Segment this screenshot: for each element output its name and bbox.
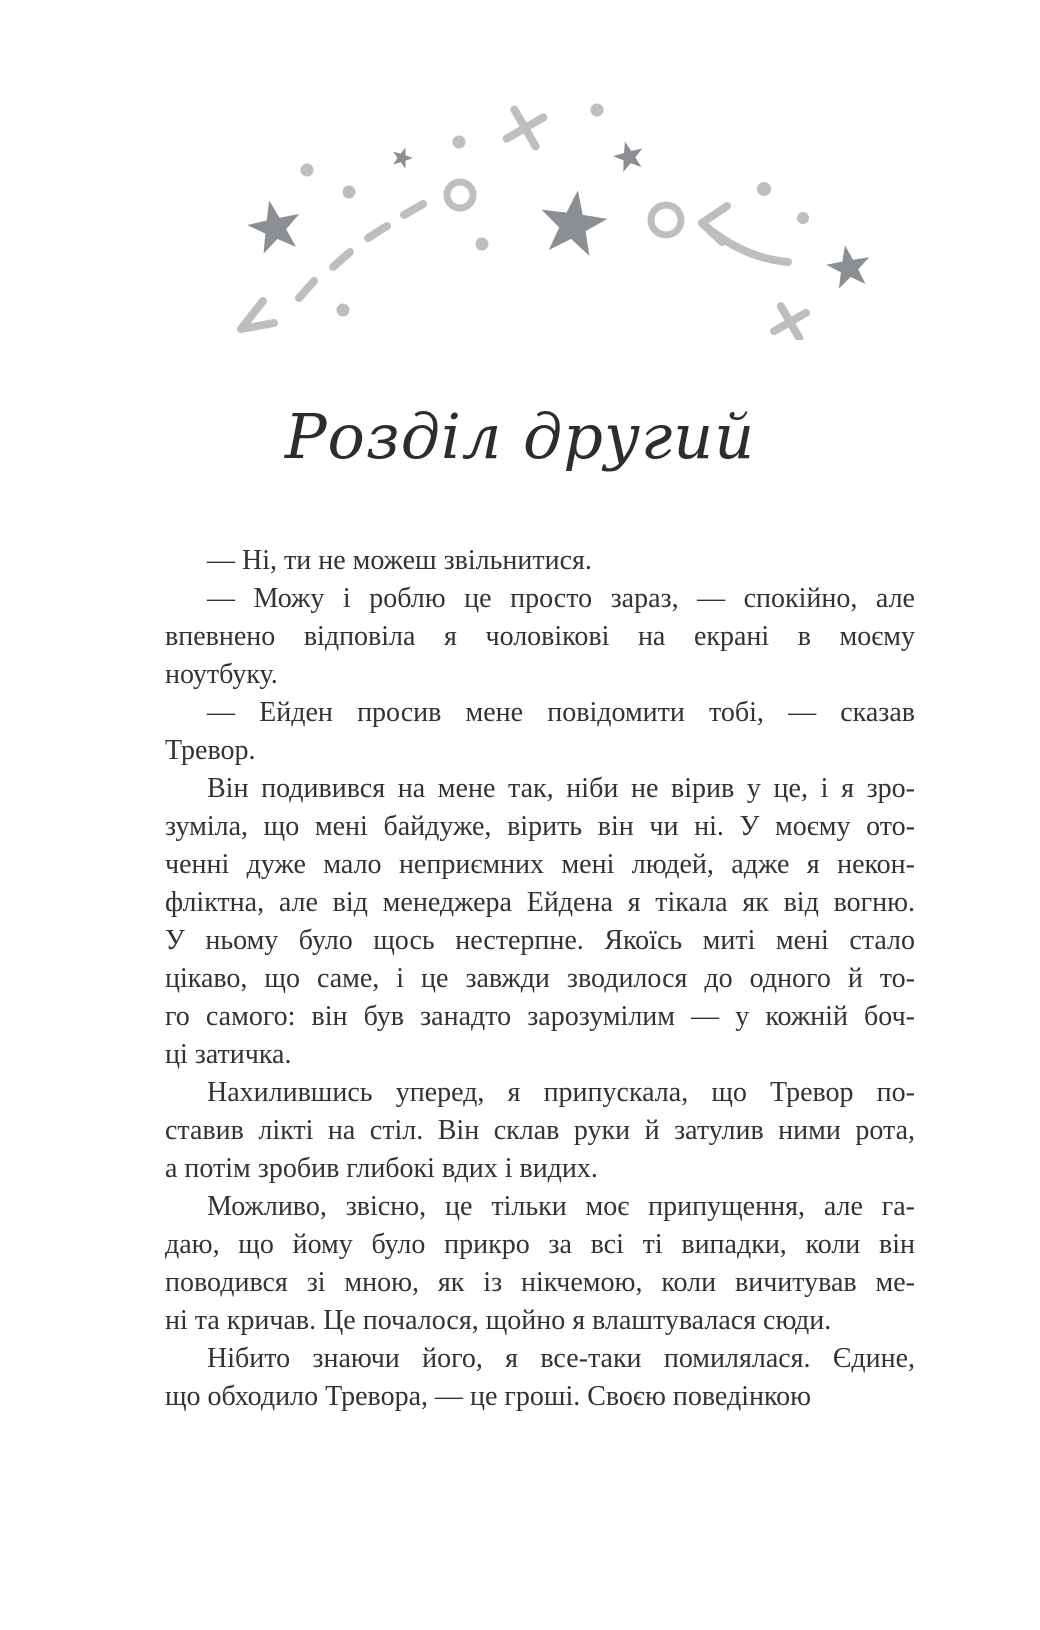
text-line: поводився зі мною, як із нікчемою, коли вичитував ме- [165,1267,915,1298]
dot-icon [757,182,771,196]
curved-arrow-icon [702,206,788,262]
body-text [165,542,915,1416]
dot-icon [301,164,314,177]
constellation-doodle [0,90,1040,340]
text-line: а потім зробив глибокі вдих і видих. [165,1153,598,1184]
star-icon [389,144,415,169]
chapter-title: Розділ другий [284,399,756,473]
star-icon [243,195,306,256]
text-line: ставив лікті на стіл. Він склав руки й затулив ними рота, [165,1115,915,1146]
x-mark-icon [774,306,806,338]
dot-icon [797,212,809,224]
star-icon [536,186,611,258]
text-line: цікаво, що саме, і це завжди зводилося до одного й то- [165,963,915,994]
dot-icon [343,186,356,199]
text-line: Тревор. [165,735,256,766]
text-line: — Можу і роблю це просто зараз, — спокійно, але [207,583,915,614]
text-line: даю, що йому було прикро за всі ті випадки, коли він [165,1229,915,1260]
text-line: го самого: він був занадто зарозумілим — у кожній боч- [165,1001,915,1032]
text-line: Можливо, звісно, це тільки моє припущення, але га- [207,1191,915,1222]
text-line: ченні дуже мало неприємних мені людей, адже я некон- [165,849,915,880]
star-icon [823,242,873,291]
text-line: — Ні, ти не можеш звільнитися. [207,545,592,576]
text-line: фліктна, але від менеджера Ейдена я тікала як від вогню. [165,887,915,918]
dot-icon [453,136,466,149]
dot-icon [337,304,350,317]
text-line: зуміла, що мені байдуже, вірить він чи ні. У моєму ото- [165,811,915,842]
text-line: впевнено відповіла я чоловікові на екрані в моєму [165,621,915,652]
circle-icon [651,205,681,235]
text-line: ці затичка. [165,1039,292,1070]
text-line: Нібито знаючи його, я все-таки помилялася. Єдине, [207,1343,915,1374]
text-line: Він подивився на мене так, ніби не вірив у це, і я зро- [207,773,915,804]
text-line: — Ейден просив мене повідомити тобі, — сказав [207,697,915,728]
text-line: Нахилившись уперед, я припускала, що Тревор по- [207,1077,915,1108]
text-line: ноутбуку. [165,659,278,690]
circle-icon [447,182,473,208]
x-mark-icon [507,110,544,147]
dot-icon [591,104,604,117]
star-icon [610,138,647,174]
text-line: У ньому було щось нестерпне. Якоїсь миті мені стало [165,925,915,956]
text-line: ні та кричав. Це почалося, щойно я влаштувалася сюди. [165,1305,832,1336]
dot-icon [476,238,489,251]
text-line: що обходило Тревора, — це гроші. Своєю поведінкою [165,1381,812,1412]
